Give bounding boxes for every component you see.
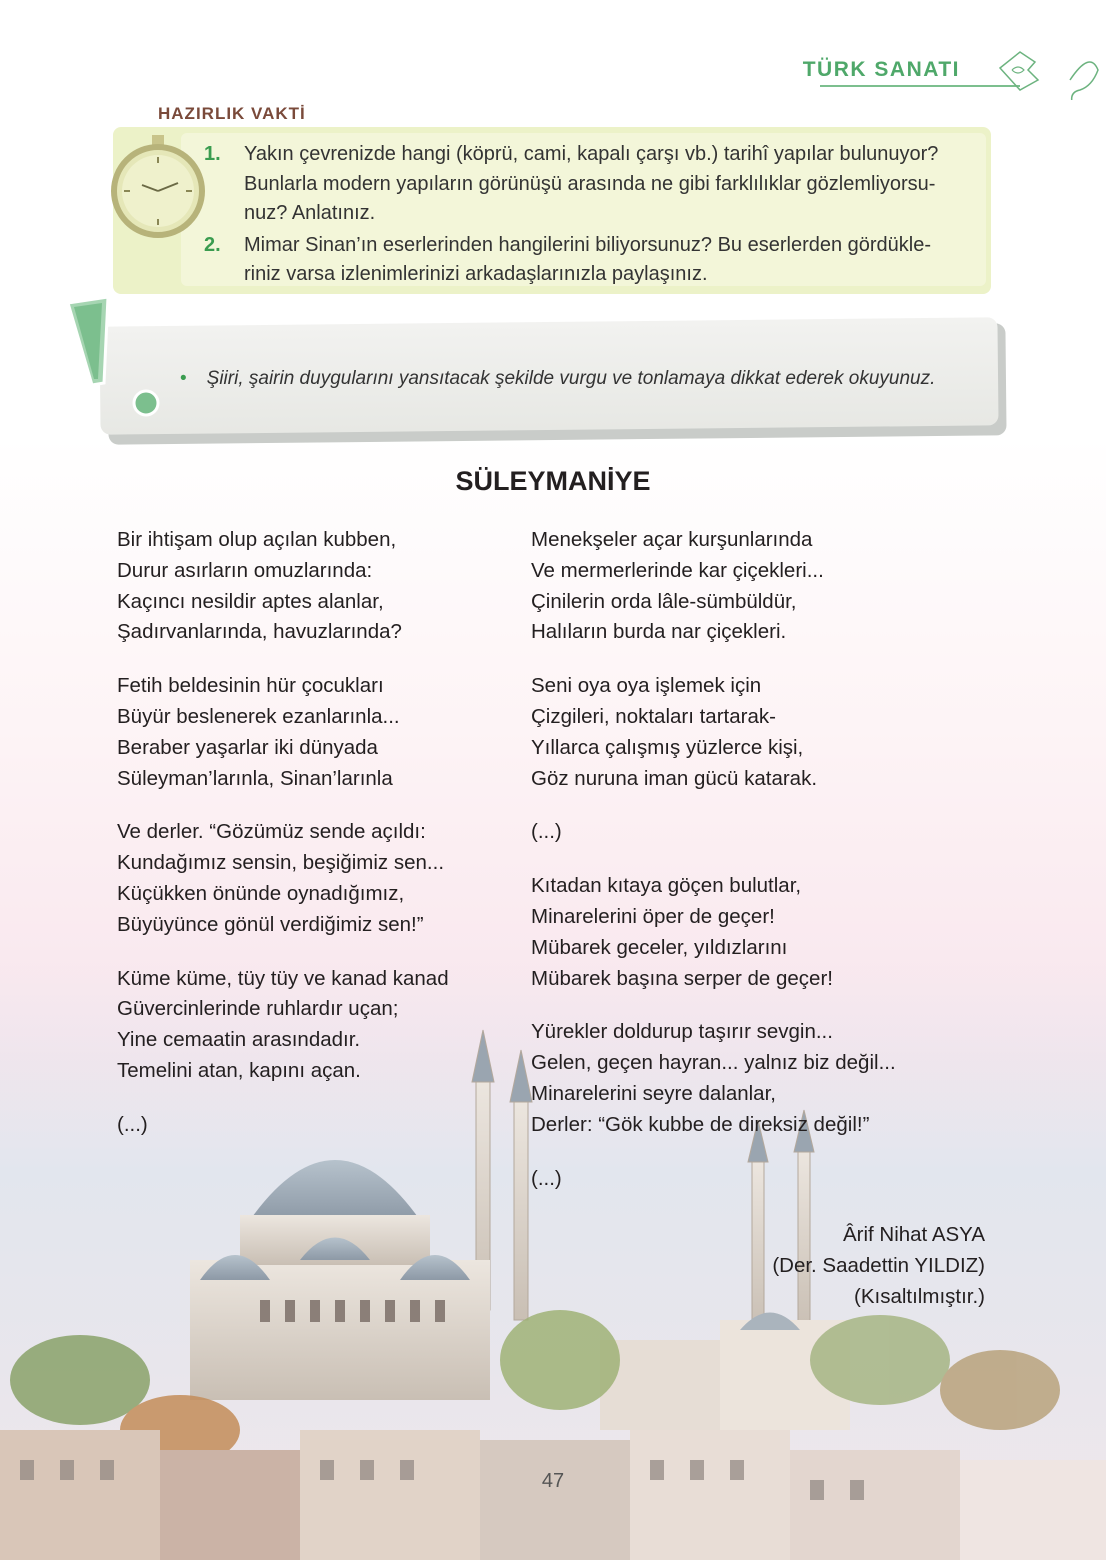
poem-line: Çinilerin orda lâle-sümbüldür, xyxy=(531,589,797,613)
stopwatch-icon xyxy=(108,133,208,243)
question-text: Mimar Sinan’ın eserlerinden hangilerini biliyorsunuz? Bu eserlerden gördükle- riniz varsa izlenimlerinizi arkadaşlarınızla paylaşınız. xyxy=(244,233,932,285)
prep-question xyxy=(198,140,978,229)
poem-line: Şadırvanlarında, havuzlarında? xyxy=(117,620,402,644)
poem-line: Minarelerini seyre dalanlar, xyxy=(531,1081,776,1105)
poem-line: Mübarek başına serper de geçer! xyxy=(531,966,833,990)
exclamation-icon xyxy=(60,295,170,425)
poem-line: Fetih beldesinin hür çocukları xyxy=(117,674,384,698)
poem-line: Büyüyünce gönül verdiğimiz sen!” xyxy=(117,912,424,936)
poem-line: Ve mermerlerinde kar çiçekleri... xyxy=(531,558,824,582)
section-title: TÜRK SANATI xyxy=(802,58,960,81)
stanza-ellipsis xyxy=(531,1164,961,1195)
tip-text xyxy=(180,368,935,390)
prep-section-label: HAZIRLIK VAKTİ xyxy=(158,104,306,123)
poem-line: Yıllarca çalışmış yüzlerce kişi, xyxy=(531,735,804,759)
stanza-ellipsis xyxy=(117,1110,547,1141)
prep-question xyxy=(198,231,978,290)
poem-line: Bir ihtişam olup açılan kubben, xyxy=(117,528,397,551)
bullet: • xyxy=(180,368,187,389)
poem-line: Seni oya oya işlemek için xyxy=(531,674,762,698)
poem-line: Mübarek geceler, yıldızlarını xyxy=(531,935,788,959)
poem-line: Minarelerini öper de geçer! xyxy=(531,904,775,928)
poem-line: Göz nuruna iman gücü katarak. xyxy=(531,766,818,790)
poem-line: (...) xyxy=(531,1166,562,1190)
question-text: Yakın çevrenizde hangi (köprü, cami, kapalı çarşı vb.) tarihî yapılar bulunuyor? Bunlarla modern yapıların görünüşü arasında ne gibi farklılıklar gözlemliyorsu- nuz? Anlatınız. xyxy=(244,143,939,224)
poem-line: Beraber yaşarlar iki dünyada xyxy=(117,735,378,759)
poem-line: Temelini atan, kapını açan. xyxy=(117,1058,361,1082)
poem-line: Yürekler doldurup taşırır sevgin... xyxy=(531,1020,833,1044)
poem-line: Çizgileri, noktaları tartarak- xyxy=(531,704,776,728)
tip-sentence: Şiiri, şairin duygularını yansıtacak şekilde vurgu ve tonlamaya dikkat ederek okuyunuz. xyxy=(206,368,936,389)
stanza xyxy=(531,1017,961,1140)
poem-line: Küçükken önünde oynadığımız, xyxy=(117,881,405,905)
poem-line: (...) xyxy=(117,1112,148,1136)
poem-line: Küme küme, tüy tüy ve kanad kanad xyxy=(117,966,449,990)
puzzle-ornament-icon xyxy=(990,40,1100,100)
compiler-name: (Der. Saadettin YILDIZ) xyxy=(772,1254,985,1277)
prep-question-list xyxy=(198,140,978,292)
poem-line: Gelen, geçen hayran... yalnız biz değil... xyxy=(531,1051,896,1075)
poem-line: Derler: “Gök kubbe de direksiz değil!” xyxy=(531,1112,870,1136)
poem-line: Ve derler. “Gözümüz sende açıldı: xyxy=(117,820,426,844)
poem-line: Güvercinlerinde ruhlardır uçan; xyxy=(117,997,399,1021)
attribution xyxy=(772,1219,985,1312)
stanza xyxy=(531,871,961,994)
poem-title: SÜLEYMANİYE xyxy=(455,466,651,496)
poem-line: (...) xyxy=(531,820,562,844)
poem-line: Kundağımız sensin, beşiğimiz sen... xyxy=(117,851,445,875)
question-number: 2. xyxy=(204,233,221,256)
stanza xyxy=(117,671,547,794)
abridged-note: (Kısaltılmıştır.) xyxy=(854,1285,985,1308)
stanza xyxy=(531,671,961,794)
stanza xyxy=(531,525,961,648)
poem-line: Kaçıncı nesildir aptes alanlar, xyxy=(117,589,384,613)
poem-line: Halıların burda nar çiçekleri. xyxy=(531,620,787,644)
poem-line: Menekşeler açar kurşunlarında xyxy=(531,528,813,551)
poem-line: Süleyman’larınla, Sinan’larınla xyxy=(117,766,393,790)
page-number: 47 xyxy=(541,1470,565,1492)
stanza-ellipsis xyxy=(531,817,961,848)
poem-line: Kıtadan kıtaya göçen bulutlar, xyxy=(531,874,802,898)
stanza xyxy=(117,964,547,1087)
poem-column-left xyxy=(117,525,547,1164)
poem-column-right xyxy=(531,525,961,1217)
stanza xyxy=(117,525,547,648)
poem-line: Yine cemaatin arasındadır. xyxy=(117,1028,361,1052)
stanza xyxy=(117,817,547,940)
author-name: Ârif Nihat ASYA xyxy=(842,1223,985,1246)
poem-line: Durur asırların omuzlarında: xyxy=(117,558,373,582)
poem-line: Büyür beslenerek ezanlarınla... xyxy=(117,704,400,728)
question-number: 1. xyxy=(204,143,221,165)
